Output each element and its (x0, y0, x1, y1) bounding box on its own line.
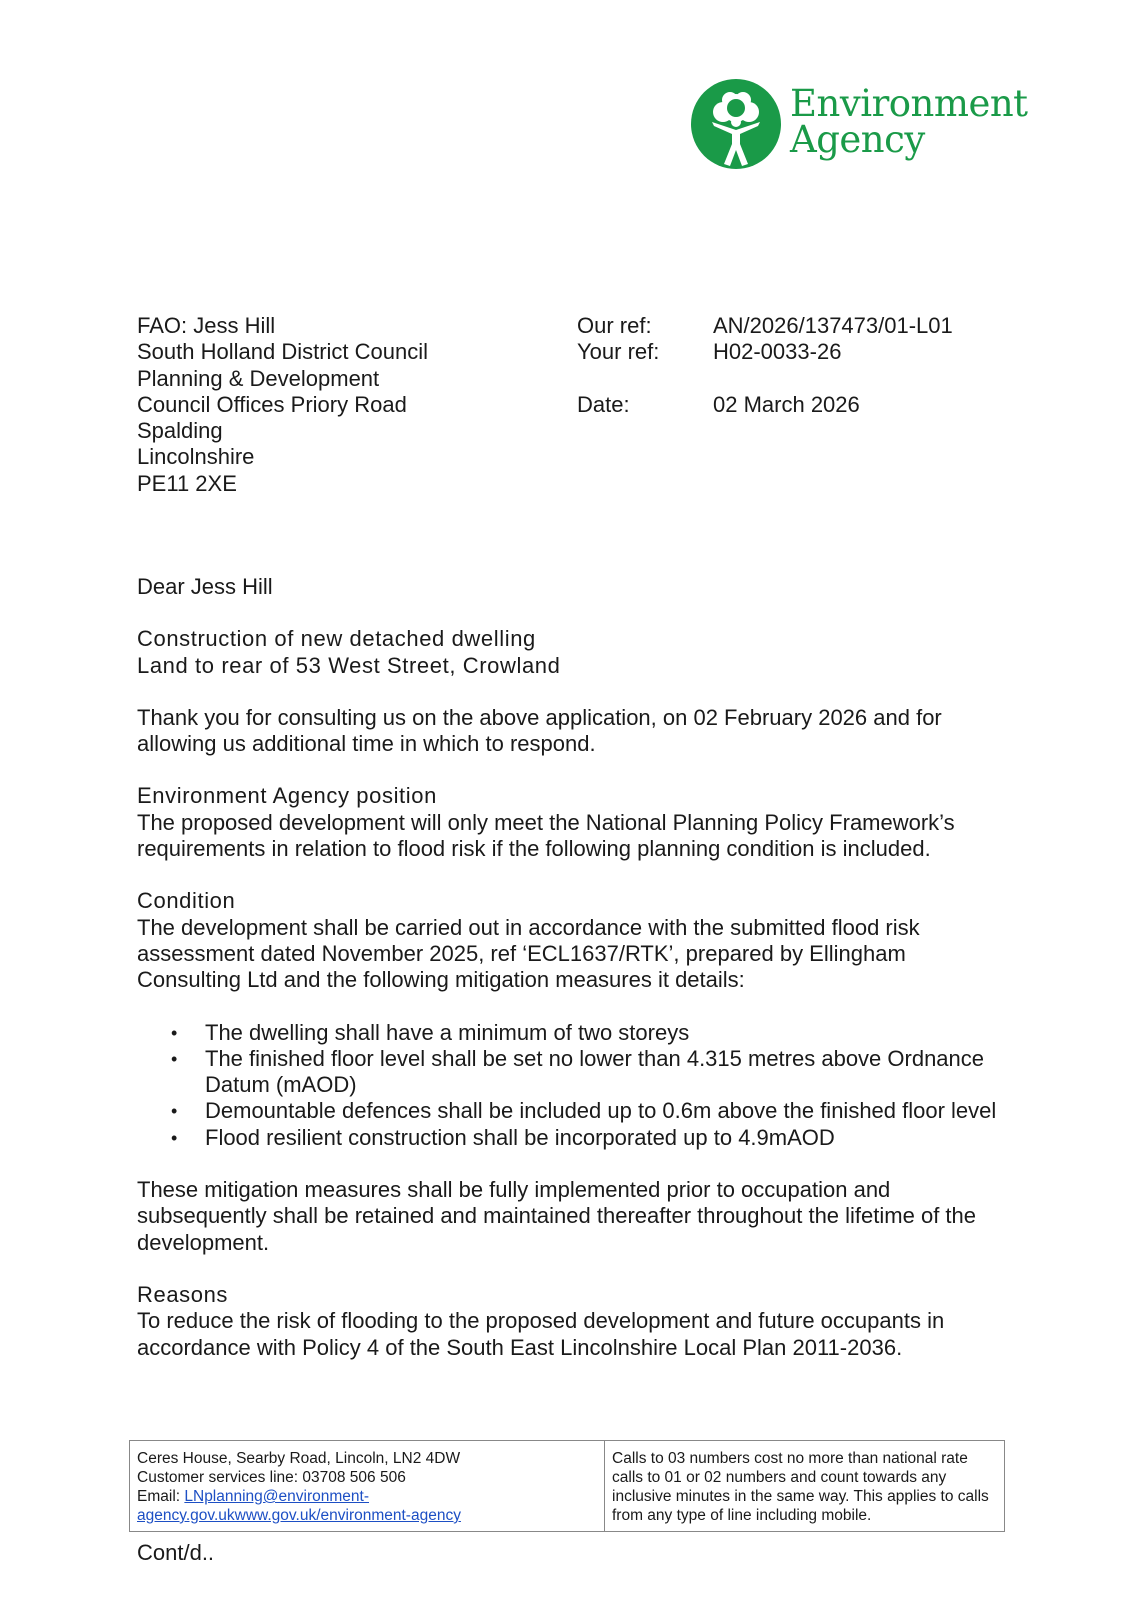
list-item: • The dwelling shall have a minimum of two storeys (205, 1020, 1037, 1046)
date-label: Date: (577, 391, 630, 417)
recipient-address (137, 313, 428, 497)
tree-person-logo-icon (690, 78, 782, 170)
footer-email-label: Email: (137, 1488, 185, 1505)
list-item: • Demountable defences shall be included up to 0.6m above the finished floor level (205, 1098, 1037, 1124)
intro-paragraph: Thank you for consulting us on the above application, on 02 February 2026 and for allowing us additional time in which to respond. (137, 704, 942, 757)
your-ref-value: H02-0033-26 (713, 339, 842, 365)
address-line: PE11 2XE (137, 470, 237, 496)
footer-website-link[interactable]: agency.gov.ukwww.gov.uk/environment-agency (137, 1507, 461, 1524)
position-paragraph: The proposed development will only meet the National Planning Policy Framework’s requirements in relation to flood risk if the following planning condition is included. (137, 809, 955, 862)
your-ref-row (577, 339, 953, 365)
date-row (577, 392, 953, 418)
list-item: • Flood resilient construction shall be incorporated up to 4.9mAOD (205, 1125, 1037, 1151)
mitigation-paragraph: These mitigation measures shall be fully implemented prior to occupation and subsequently shall be retained and maintained thereafter throughout the lifetime of the development. (137, 1177, 976, 1255)
condition-paragraph: The development shall be carried out in accordance with the submitted flood risk assessment dated November 2025, ref ‘ECL1637/RTK’, prepared by Ellingham Consulting Ltd and the following mitigation measures it details: (137, 914, 920, 993)
reasons-paragraph: To reduce the risk of flooding to the proposed development and future occupants in accordance with Policy 4 of the South East Lincolnshire Local Plan 2011-2036. (137, 1308, 945, 1360)
logo-line-environment: Environment (790, 82, 1028, 125)
footer-box (129, 1440, 1005, 1532)
condition-heading: Condition (137, 888, 236, 914)
address-line: Spalding (137, 418, 223, 444)
footer-calls-note: Calls to 03 numbers cost no more than national rate calls to 01 or 02 numbers and count towards any inclusive minutes in the same way. This applies to calls from any type of line including mobile. (612, 1450, 989, 1524)
reference-block (577, 313, 953, 418)
footer-phone: Customer services line: 03708 506 506 (137, 1469, 406, 1486)
salutation: Dear Jess Hill (137, 574, 273, 599)
subject-line-1: Construction of new detached dwelling (137, 626, 536, 652)
our-ref-value: AN/2026/137473/01-L01 (713, 313, 953, 338)
our-ref-label: Our ref: (577, 313, 652, 338)
address-line: FAO: Jess Hill (137, 313, 276, 338)
address-line: Planning & Development (137, 365, 380, 391)
environment-agency-logo (690, 78, 1030, 174)
footer-email-line (137, 1487, 597, 1506)
logo-line-agency: Agency (790, 118, 925, 161)
position-heading: Environment Agency position (137, 783, 437, 809)
address-line: Lincolnshire (137, 444, 255, 470)
your-ref-label: Your ref: (577, 339, 660, 365)
our-ref-row (577, 313, 953, 339)
continued-marker: Cont/d.. (137, 1540, 215, 1565)
reasons-heading: Reasons (137, 1281, 229, 1307)
date-value: 02 March 2026 (713, 391, 860, 417)
letter-body (137, 574, 1037, 1361)
address-line: South Holland District Council (137, 339, 429, 365)
logo-wordmark (790, 82, 1028, 161)
address-line: Council Offices Priory Road (137, 391, 407, 417)
mitigation-list (137, 1020, 1037, 1151)
subject-line-2: Land to rear of 53 West Street, Crowland (137, 652, 561, 678)
footer-email-link[interactable]: LNplanning@environment- (184, 1488, 369, 1505)
list-item: • The finished floor level shall be set no lower than 4.315 metres above Ordnance Datum (mAOD) (205, 1046, 1015, 1099)
footer-address: Ceres House, Searby Road, Lincoln, LN2 4DW (137, 1450, 461, 1467)
footer-contact (130, 1441, 605, 1531)
